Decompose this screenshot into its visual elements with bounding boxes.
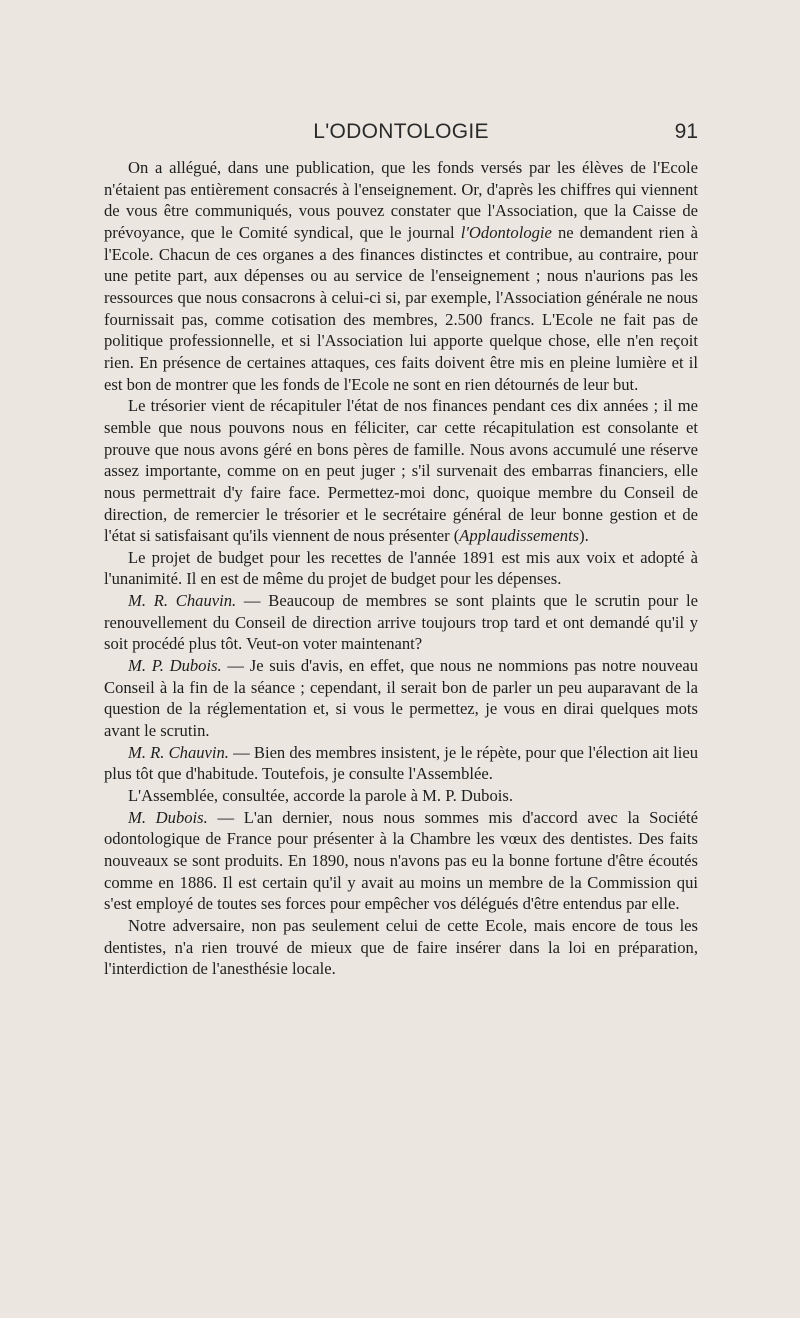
journal-title: l'Odontologie xyxy=(460,222,552,242)
paragraph-6-text: — Bien des membres insistent, je le répète, pour que l'élection ait lieu plus tôt que d'habitude. Toutefois, je consulte l'Assemblée. xyxy=(104,742,698,784)
paragraph-4-text: — Beaucoup de membres se sont plaints que le scrutin pour le renouvellement du Conseil de direction arrive toujours trop tard et ont demandé qu'il y soit procédé plus tôt. Veut-on voter maintenant? xyxy=(104,591,698,654)
paragraph-1-text-end: ne demandent rien à l'Ecole. Chacun de ces organes a des finances distinctes et contribue, au contraire, pour une petite part, aux dépenses ou au service de l'enseignement ; nous n'aurions pas les ressources que nous consacrons à celui-ci si, par exemple, l'Association générale ne nous fournissait pas, comme cotisation des membres, 2.500 francs. L'Ecole ne fait pas de politique professionnelle, et si l'Association lui apporte quelque chose, elle n'en reçoit rien. En présence de certaines attaques, ces faits doivent être mis en pleine lumière et il est bon de montrer que les fonds de l'Ecole ne sont en rien détournés de leur but. xyxy=(104,222,698,394)
paragraph-4 xyxy=(104,590,698,655)
paragraph-5-text: — Je suis d'avis, en effet, que nous ne nommions pas notre nouveau Conseil à la fin de la séance ; cependant, il serait bon de parler un peu auparavant de la question de la réglementation et, si vous le permettez, je vous en dirai quelques mots avant le scrutin. xyxy=(104,656,698,741)
speaker-name: M. Dubois. xyxy=(128,807,208,827)
running-title: L'ODONTOLOGIE xyxy=(313,120,489,143)
paragraph-7 xyxy=(104,785,698,807)
paragraph-1-text: On a allégué, dans une publication, que les fonds versés par les élèves de l'Ecole n'étaient pas entièrement consacrés à l'enseignement. Or, d'après les chiffres qui viennent de vous être communiqués, vous pouvez constater que l'Association, que la Caisse de prévoyance, que le Comité syndical, que le journal xyxy=(104,158,698,242)
page-number: 91 xyxy=(674,120,698,143)
paragraph-9-text: Notre adversaire, non pas seulement celui de cette Ecole, mais encore de tous les dentistes, n'a rien trouvé de mieux que de faire insérer dans la loi en préparation, l'interdiction de l'anesthésie locale. xyxy=(104,915,698,979)
paragraph-2-text: Le trésorier vient de récapituler l'état de nos finances pendant ces dix années ; il me semble que nous pouvons nous en féliciter, car cette récapitulation est consolante et prouve que nous avons géré en bons pères de famille. Nous avons accumulé une réserve assez importante, comme on en peut juger ; s'il survenait des embarras financiers, elle nous permettrait d'y faire face. Permettez-moi donc, quoique membre du Conseil de direction, de remercier le trésorier et le secrétaire général de leur bonne gestion et de l'état si satisfaisant qu'ils viennent de nous présenter ( xyxy=(104,396,698,546)
paragraph-3-text: Le projet de budget pour les recettes de l'année 1891 est mis aux voix et adopté à l'unanimité. Il en est de même du projet de budget pour les dépenses. xyxy=(104,547,698,589)
speaker-name: M. R. Chauvin. xyxy=(128,742,229,762)
paragraph-9 xyxy=(104,915,698,980)
page-header xyxy=(104,120,698,150)
body-text xyxy=(104,157,698,980)
applause-note: Applaudissements xyxy=(459,526,580,546)
paragraph-2 xyxy=(104,395,698,547)
paragraph-1 xyxy=(104,157,698,395)
paragraph-6 xyxy=(104,742,698,785)
paragraph-2-text-end: ). xyxy=(579,526,589,546)
paragraph-5 xyxy=(104,655,698,742)
paragraph-7-text: L'Assemblée, consultée, accorde la parole à M. P. Dubois. xyxy=(128,786,513,806)
paragraph-8 xyxy=(104,807,698,915)
paragraph-3 xyxy=(104,547,698,590)
speaker-name: M. P. Dubois. xyxy=(128,656,222,676)
speaker-name: M. R. Chauvin. xyxy=(128,591,237,611)
paragraph-8-text: — L'an dernier, nous nous sommes mis d'accord avec la Société odontologique de France pour présenter à la Chambre les vœux des dentistes. Des faits nouveaux se sont produits. En 1890, nous n'avons pas eu la bonne fortune d'être écoutés comme en 1886. Il est certain qu'il y avait au moins un membre de la Commission qui s'est employé de toutes ses forces pour empêcher vos délégués d'être entendus par elle. xyxy=(104,807,698,914)
